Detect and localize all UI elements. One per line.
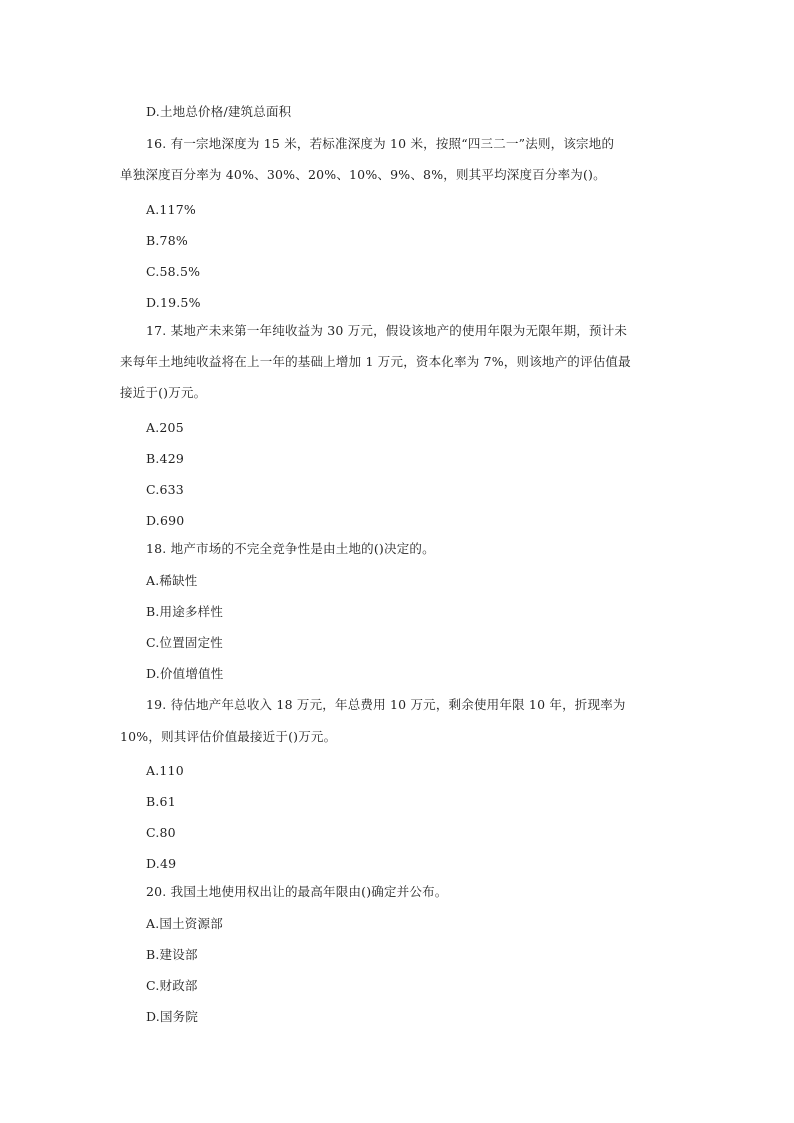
q16-option-b: B.78% bbox=[146, 233, 188, 248]
q19-stem-line-2: 10%，则其评估价值最接近于()万元。 bbox=[120, 729, 337, 744]
q18-option-a: A.稀缺性 bbox=[146, 573, 198, 588]
q20-option-c: C.财政部 bbox=[146, 978, 198, 993]
q17-stem-line-2: 来每年土地纯收益将在上一年的基础上增加 1 万元，资本化率为 7%，则该地产的评估值最 bbox=[120, 354, 631, 369]
q20-option-b: B.建设部 bbox=[146, 947, 198, 962]
q16-stem-line-1: 16. 有一宗地深度为 15 米，若标准深度为 10 米，按照“四三二一”法则，该宗地的 bbox=[146, 136, 615, 151]
q17-option-a: A.205 bbox=[146, 420, 184, 435]
q19-option-c: C.80 bbox=[146, 825, 176, 840]
q17-option-d: D.690 bbox=[146, 513, 185, 528]
q17-option-b: B.429 bbox=[146, 451, 185, 466]
q19-stem-line-1: 19. 待估地产年总收入 18 万元，年总费用 10 万元，剩余使用年限 10 年，折现率为 bbox=[146, 697, 626, 712]
q17-stem-line-1: 17. 某地产未来第一年纯收益为 30 万元，假设该地产的使用年限为无限年期，预计未 bbox=[146, 323, 628, 338]
prev-option-d: D.土地总价格/建筑总面积 bbox=[146, 104, 292, 119]
q16-option-a: A.117% bbox=[146, 202, 196, 217]
q17-option-c: C.633 bbox=[146, 482, 184, 497]
q17-stem-line-3: 接近于()万元。 bbox=[120, 385, 207, 400]
q18-option-d: D.价值增值性 bbox=[146, 666, 224, 681]
q16-option-d: D.19.5% bbox=[146, 295, 201, 310]
q16-stem-line-2: 单独深度百分率为 40%、30%、20%、10%、9%、8%，则其平均深度百分率为()。 bbox=[120, 167, 606, 182]
q20-option-d: D.国务院 bbox=[146, 1009, 199, 1024]
q18-stem-line-1: 18. 地产市场的不完全竞争性是由土地的()决定的。 bbox=[146, 541, 435, 556]
q20-option-a: A.国土资源部 bbox=[146, 916, 223, 931]
q19-option-b: B.61 bbox=[146, 794, 176, 809]
q19-option-a: A.110 bbox=[146, 763, 184, 778]
q18-option-c: C.位置固定性 bbox=[146, 635, 223, 650]
q19-option-d: D.49 bbox=[146, 856, 177, 871]
q16-option-c: C.58.5% bbox=[146, 264, 201, 279]
q20-stem-line-1: 20. 我国土地使用权出让的最高年限由()确定并公布。 bbox=[146, 884, 448, 899]
q18-option-b: B.用途多样性 bbox=[146, 604, 224, 619]
